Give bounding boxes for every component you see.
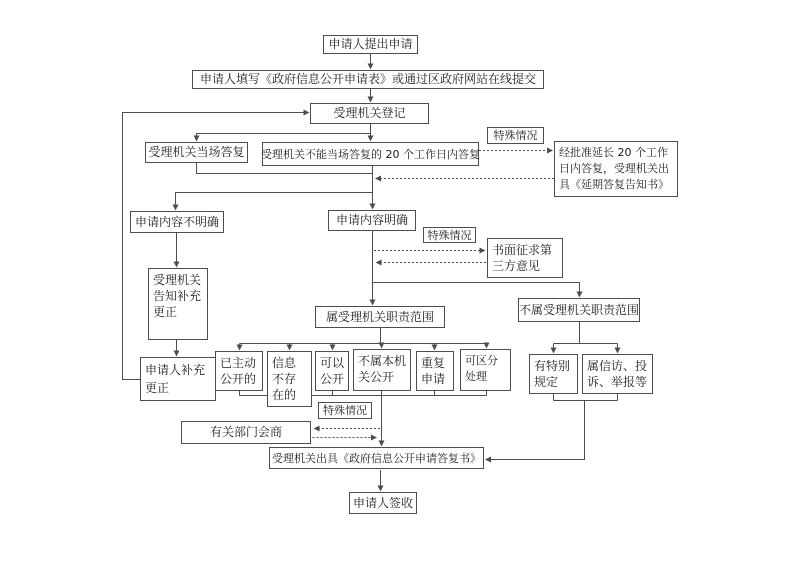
node-not-within-scope: 不属受理机关职责范围 — [518, 298, 640, 322]
node-fill-application-form: 申请人填写《政府信息公开申请表》或通过区政府网站在线提交 — [192, 70, 544, 89]
node-info-not-exist: 信息不存在的 — [267, 351, 312, 407]
node-already-disclosed: 已主动公开的 — [215, 351, 263, 391]
node-accepting-organ-register: 受理机关登记 — [310, 103, 429, 124]
node-applicant-sign-receipt: 申请人签收 — [349, 492, 417, 514]
node-applicant-submits: 申请人提出申请 — [323, 35, 418, 54]
node-petition-complaint: 属信访、投诉、举报等 — [582, 354, 653, 394]
node-within-scope: 属受理机关职责范围 — [315, 306, 445, 328]
node-issue-reply-letter: 受理机关出具《政府信息公开申请答复书》 — [269, 447, 484, 469]
node-notify-supplement-correction: 受理机关告知补充更正 — [148, 268, 208, 340]
label-special-case-1: 特殊情况 — [487, 127, 544, 144]
label-special-case-2: 特殊情况 — [423, 227, 476, 243]
node-extension-notice: 经批准延长 20 个工作日内答复，受理机关出具《延期答复告知书》 — [554, 141, 678, 197]
node-content-unclear: 申请内容不明确 — [130, 211, 224, 233]
node-content-clear: 申请内容明确 — [328, 210, 416, 231]
node-onsite-reply: 受理机关当场答复 — [145, 142, 248, 163]
node-can-disclose: 可以公开 — [315, 351, 349, 391]
node-written-third-party-opinion: 书面征求第三方意见 — [487, 238, 563, 278]
node-applicant-supplement-correction: 申请人补充更正 — [140, 357, 216, 401]
node-reply-within-20-days: 受理机关不能当场答复的 20 个工作日内答复 — [262, 142, 479, 166]
node-not-this-organ: 不属本机关公开 — [353, 349, 411, 391]
node-duplicate-application: 重复申请 — [416, 351, 454, 391]
label-special-case-3: 特殊情况 — [318, 402, 372, 419]
node-department-consultation: 有关部门会商 — [181, 421, 311, 444]
node-separable-handling: 可区分处理 — [460, 349, 511, 391]
node-special-provisions: 有特别规定 — [529, 354, 578, 394]
